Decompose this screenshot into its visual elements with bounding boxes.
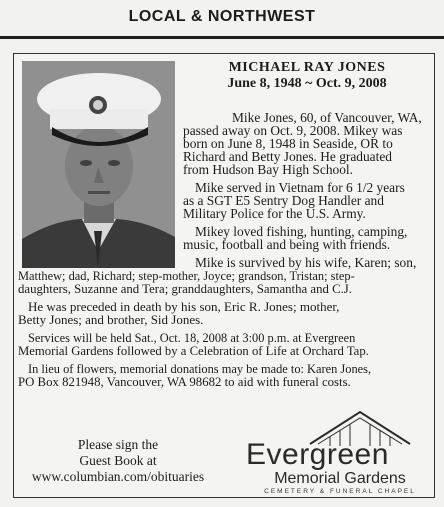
logo-wordmark: Evergreen	[246, 438, 389, 471]
obituary-line: PO Box 821948, Vancouver, WA 98682 to aid with funeral costs.	[18, 375, 351, 389]
evergreen-logo	[240, 408, 430, 494]
life-dates: June 8, 1948 ~ Oct. 9, 2008	[227, 76, 387, 91]
guestbook-url: www.columbian.com/obituaries	[31, 469, 205, 484]
guestbook-note	[20, 437, 216, 485]
obituary-line: as a SGT E5 Sentry Dog Handler and	[183, 193, 384, 208]
section-title: LOCAL & NORTHWEST	[128, 8, 316, 25]
logo-tagline: CEMETERY & FUNERAL CHAPEL	[264, 488, 416, 495]
guestbook-line: Please sign the	[77, 437, 159, 452]
obituary-line: Mikey loved fishing, hunting, camping,	[195, 224, 408, 239]
obituary-line: music, football and being with friends.	[183, 237, 391, 252]
obituary-line: He was preceded in death by his son, Eric R. Jones; mother,	[28, 299, 340, 314]
obituary-line: Mike served in Vietnam for 6 1/2 years	[195, 180, 405, 195]
obituary-line: In lieu of flowers, memorial donations may be made to: Karen Jones,	[28, 362, 372, 376]
obituary-line: Mike is survived by his wife, Karen; son,	[195, 255, 417, 270]
obituary-line: born on June 8, 1948 in Seaside, OR to	[183, 136, 393, 151]
decedent-name: MICHAEL RAY JONES	[228, 60, 386, 75]
obituary-line: Betty Jones; and brother, Sid Jones.	[18, 312, 204, 327]
obituary-line: Military Police for the U.S. Army.	[183, 206, 366, 221]
obituary-line: passed away on Oct. 9, 2008. Mikey was	[183, 123, 403, 138]
obituary-line: Matthew; dad, Richard; step-mother, Joyce; grandson, Tristan; step-	[18, 269, 355, 283]
guestbook-line: Guest Book at	[79, 453, 157, 468]
section-header	[0, 0, 444, 39]
obituary-line: Services will be held Sat., Oct. 18, 2008 at 3:00 p.m. at Evergreen	[28, 331, 356, 345]
obituary-line: Richard and Betty Jones. He graduated	[183, 149, 392, 164]
obituary-line: Mike Jones, 60, of Vancouver, WA,	[232, 110, 422, 125]
obituary-line: Memorial Gardens followed by a Celebration of Life at Orchard Tap.	[18, 344, 369, 358]
obituary-line: daughters, Suzanne and Tera; granddaughters, Samantha and C.J.	[18, 282, 352, 296]
logo-subtitle: Memorial Gardens	[274, 470, 406, 487]
portrait-photo	[22, 61, 175, 268]
obituary-line: from Hudson Bay High School.	[183, 162, 353, 177]
